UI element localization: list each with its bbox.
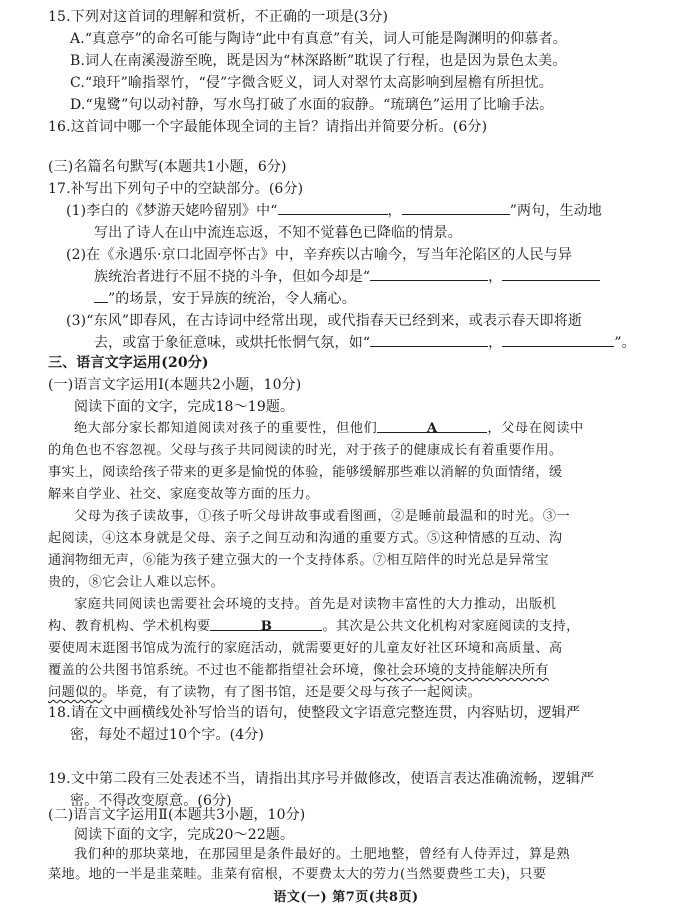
q15-stem: 15.下列对这首词的理解和赏析，不正确的一项是(3分) (48, 9, 389, 25)
fill-blank-b[interactable]: B (210, 618, 322, 631)
wavy-underlined-text: 像社会环境的支持能解决所有 (372, 663, 549, 678)
q15-option-c: C.“琅玕”喻指翠竹，“侵”字微含贬义，词人对翠竹太高影响到屋檐有所担忧。 (70, 75, 553, 91)
answer-blank[interactable] (94, 290, 108, 303)
passage-p3-line3: 要使周末逛图书馆成为流行的家庭活动，就需要更好的儿童友好社区环境和高质量、高 (48, 641, 563, 656)
answer-blank[interactable] (502, 268, 600, 281)
passage-p4-line1: 我们种的那块菜地，在那园里是条件最好的。土肥地整，曾经有人侍弄过，算是熟 (74, 847, 571, 862)
answer-blank[interactable] (370, 334, 488, 347)
passage-p1-line3: 事实上，阅读给孩子带来的更多是愉悦的体验，能够缓解那些难以消解的负面情绪，缓 (48, 465, 563, 480)
q15-option-a: A.“真意亭”的命名可能与陶诗“此中有真意”有关，词人可能是陶渊明的仰慕者。 (70, 31, 567, 47)
subsection-1-intro: 阅读下面的文字，完成18～19题。 (74, 399, 295, 415)
subsection-2-intro: 阅读下面的文字，完成20～22题。 (74, 827, 295, 843)
answer-blank[interactable] (402, 202, 510, 215)
q18-stem-line2: 密，每处不超过10个字。(4分) (70, 727, 265, 743)
subsection-1-title: (一)语言文字运用Ⅰ(本题共2小题，10分) (48, 377, 302, 393)
q17-item3-line2: 去，或富于象征意味，或烘托怅惘气氛，如“ ， ”。 (94, 335, 636, 351)
q17-item1-line1: (1)李白的《梦游天姥吟留别》中“ ， ”两句，生动地 (66, 203, 602, 219)
passage-p2-line2: 起阅读，④这本身就是父母、亲子之间互动和沟通的重要方式。⑤这种情感的互动、沟 (48, 531, 563, 546)
q15-option-d: D.“鬼鹭”句以动衬静，写水鸟打破了水面的寂静。“琉璃色”运用了比喻手法。 (70, 97, 554, 113)
wavy-underlined-text: 问题似的 (48, 685, 103, 700)
passage-p1-line2: 的角色也不容忽视。父母与孩子共同阅读的时光，对于孩子的健康成长有着重要作用。 (48, 443, 563, 458)
passage-p3-line4: 覆盖的公共图书馆系统。不过也不能都指望社会环境，像社会环境的支持能解决所有 (48, 663, 549, 678)
fill-blank-a[interactable]: A (377, 420, 487, 433)
q19-stem-line1: 19.文中第二段有三处表述不当，请指出其序号并做修改，使语言表达准确流畅，逻辑严 (48, 771, 595, 787)
answer-blank[interactable] (278, 202, 388, 215)
answer-blank[interactable] (370, 268, 488, 281)
q16-stem: 16.这首词中哪一个字最能体现全词的主旨？请指出并简要分析。(6分) (48, 119, 488, 135)
q17-item3-line1: (3)“东风”即春风，在古诗词中经常出现，或代指春天已经到来，或表示春天即将逝 (66, 313, 582, 329)
q17-item2-line2: 族统治者进行不屈不挠的斗争，但如今却是“ ， (94, 268, 600, 286)
passage-p2-line4: 贵的，⑧它会让人难以忘怀。 (48, 575, 224, 590)
subsection-2-title: (二)语言文字运用Ⅱ(本题共3小题，10分) (48, 807, 306, 823)
passage-p1-line1: 绝大部分家长都知道阅读对孩子的重要性，但他们 A ，父母在阅读中 (74, 421, 584, 436)
part-3-title: 三、语言文字运用(20分) (48, 355, 209, 371)
answer-blank[interactable] (502, 334, 614, 347)
passage-p1-line4: 解来自学业、社交、家庭变故等方面的压力。 (48, 487, 319, 502)
passage-p3-line5: 问题似的。毕竟，有了读物，有了图书馆，还是要父母与孩子一起阅读。 (48, 685, 482, 700)
passage-p2-line3: 通润物细无声，⑥能为孩子建立强大的一个支持体系。⑦相互陪伴的时光总是异常宝 (48, 553, 549, 568)
q17-item1-line2: 写出了诗人在山中流连忘返，不知不觉暮色已降临的情景。 (94, 225, 462, 241)
page-footer: 语文(一) 第7页(共8页) (273, 890, 419, 905)
q18-stem-line1: 18.请在文中画横线处补写恰当的语句，使整段文字语意完整连贯，内容贴切，逻辑严 (48, 705, 581, 721)
passage-p2-line1: 父母为孩子读故事，①孩子听父母讲故事或看图画，②是睡前最温和的时光。③一 (74, 509, 571, 524)
section-3-title: (三)名篇名句默写(本题共1小题，6分) (48, 159, 287, 175)
q15-option-b: B.词人在南溪漫游至晚，既是因为“林深路断”耽误了行程，也是因为景色太美。 (70, 53, 567, 69)
passage-p3-line2: 构、教育机构、学术机构要 B 。其次是公共文化机构对家庭阅读的支持， (48, 619, 580, 634)
passage-p4-line2: 菜地。地的一半是韭菜畦。韭菜有宿根，不要费太大的劳力(当然要费些工夫)，只要 (48, 867, 547, 882)
q17-item2-line1: (2)在《永遇乐·京口北固亭怀古》中，辛弃疾以古喻今，写当年沦陷区的人民与异 (66, 247, 572, 263)
q17-item2-line3: ”的场景，安于异族的统治，令人痛心。 (94, 290, 356, 308)
passage-p3-line1: 家庭共同阅读也需要社会环境的支持。首先是对读物丰富性的大力推动，出版机 (74, 597, 557, 612)
q19-stem-line2: 密。不得改变原意。(6分) (70, 793, 232, 809)
q17-stem: 17.补写出下列句子中的空缺部分。(6分) (48, 181, 304, 197)
